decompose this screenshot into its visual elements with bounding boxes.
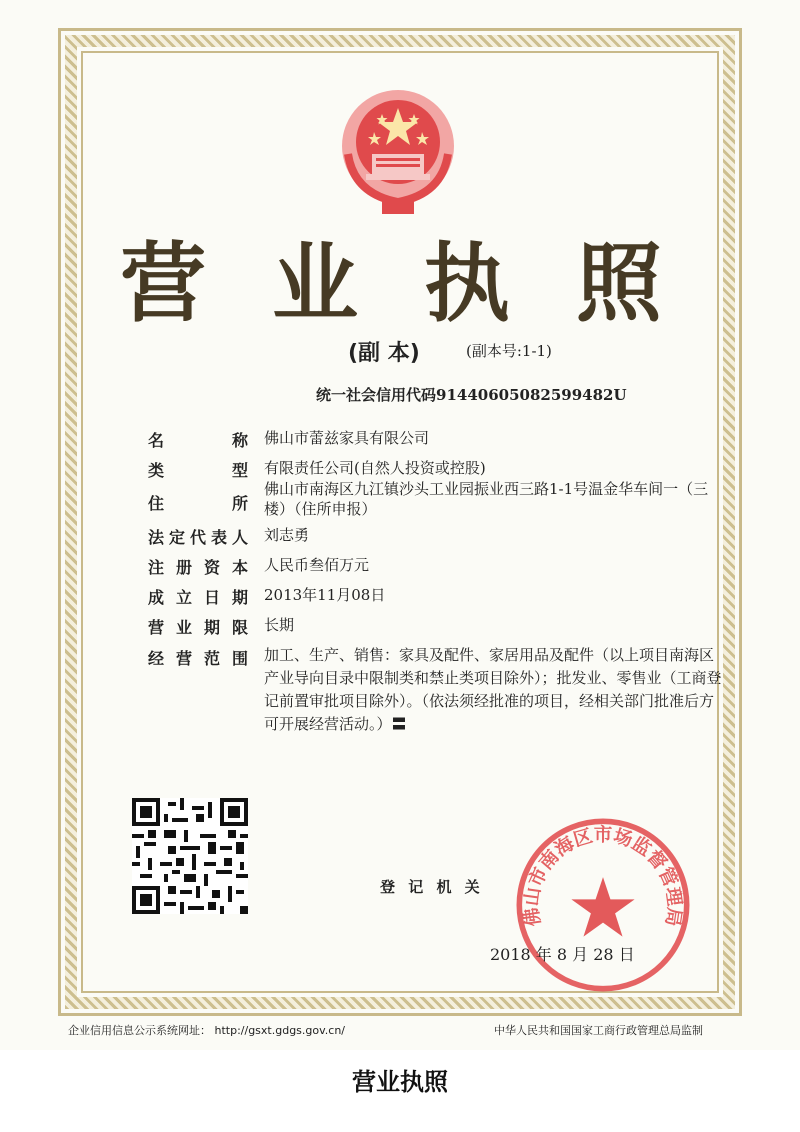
credit-code-value: 91440605082599482U bbox=[436, 386, 627, 404]
field-value-capital: 人民币叁佰万元 bbox=[264, 556, 370, 574]
field-value-address: 佛山市南海区九江镇沙头工业园振业西三路1-1号温金华车间一（三楼）（住所申报） bbox=[264, 480, 709, 518]
field-value-established: 2013年11月08日 bbox=[264, 586, 386, 604]
field-label-term: 营业期限 bbox=[148, 618, 248, 637]
field-value-term: 长期 bbox=[264, 616, 295, 634]
document-title: 营 业 执 照 bbox=[120, 234, 680, 334]
qr-code-icon bbox=[132, 798, 248, 914]
field-value-legal-rep: 刘志勇 bbox=[264, 526, 310, 544]
copy-number: (副本号:1-1) bbox=[466, 342, 552, 360]
registration-authority-label: 登 记 机 关 bbox=[380, 878, 484, 896]
field-label-legal-rep: 法定代表人 bbox=[148, 528, 248, 547]
field-value-type: 有限责任公司(自然人投资或控股) bbox=[264, 459, 486, 477]
field-value-name: 佛山市蕾兹家具有限公司 bbox=[264, 429, 430, 447]
field-label-type: 类型 bbox=[148, 461, 248, 480]
credit-code-label: 统一社会信用代码 bbox=[316, 386, 437, 404]
footer-website: 企业信用信息公示系统网址： http://gsxt.gdgs.gov.cn/ bbox=[68, 1024, 345, 1037]
credit-code-line bbox=[316, 384, 627, 405]
image-caption: 营业执照 bbox=[352, 1068, 448, 1096]
seal-text: 佛山市南海区市场监督管理局 bbox=[521, 825, 685, 928]
copy-label: (副 本) bbox=[348, 341, 420, 366]
field-label-capital: 注册资本 bbox=[148, 558, 248, 577]
footer-supervisor: 中华人民共和国国家工商行政管理总局监制 bbox=[494, 1024, 703, 1037]
issue-date: 2018 年 8 月 28 日 bbox=[490, 945, 635, 964]
official-seal-icon bbox=[510, 812, 696, 998]
field-label-scope: 经营范围 bbox=[148, 649, 248, 668]
field-label-established: 成立日期 bbox=[148, 588, 248, 607]
field-label-name: 名称 bbox=[148, 431, 248, 450]
field-label-address: 住所 bbox=[148, 494, 248, 513]
national-emblem-icon bbox=[330, 84, 466, 220]
field-value-scope: 加工、生产、销售：家具及配件、家居用品及配件（以上项目南海区产业导向目录中限制类和禁止类项目除外）；批发业、零售业（工商登记前置审批项目除外）。（依法须经批准的项目，经相关部门批准后方可开展经营活动。）〓 bbox=[264, 646, 722, 733]
